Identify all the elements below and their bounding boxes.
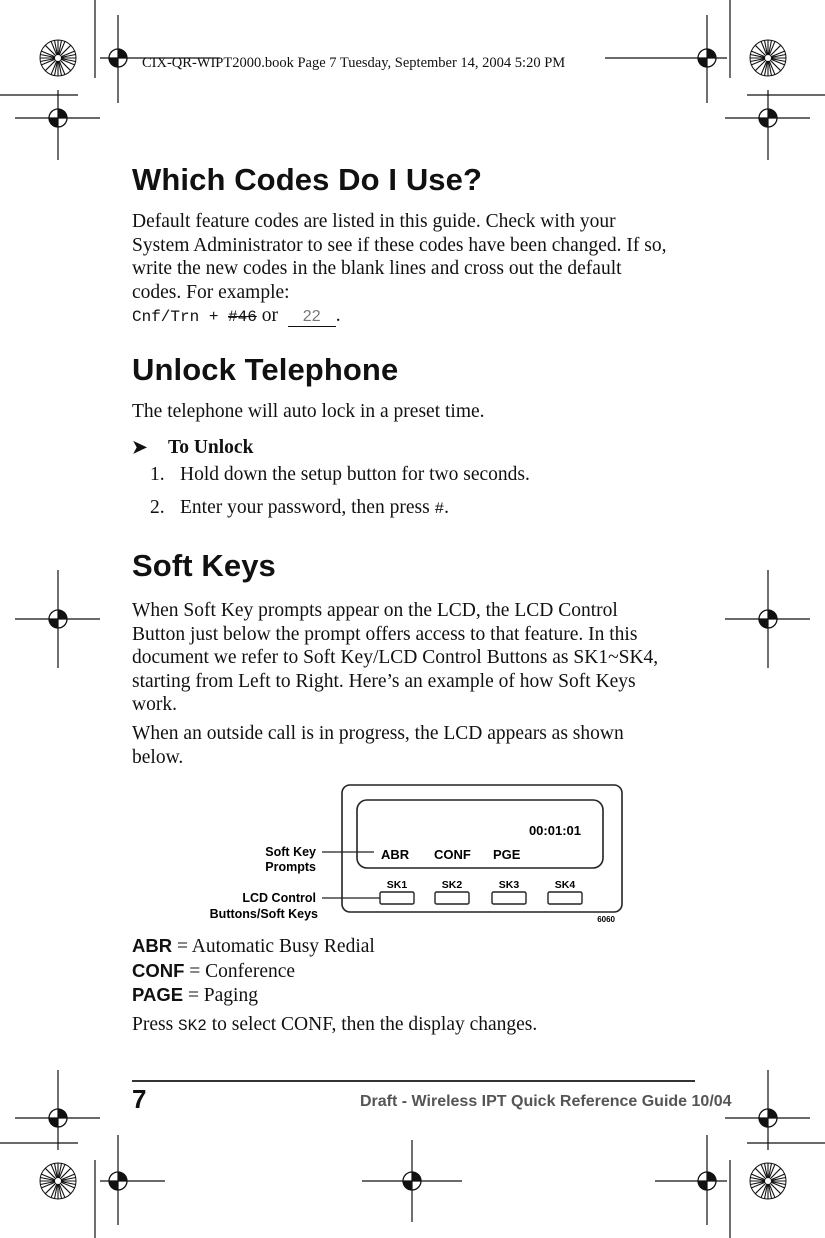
final-before: Press: [132, 1014, 179, 1035]
step-text: Hold down the setup button for two seconds.: [180, 464, 530, 485]
paragraph-codes-text: Default feature codes are listed in this guide. Check with your System Administrator to see if these codes have been changed. If so, write the new codes in the blank lines and cross out the default codes. For example:: [132, 211, 667, 303]
paragraph-soft-keys: When Soft Key prompts appear on the LCD, the LCD Control Button just below the prompt offers access to that feature. In this document we refer to Soft Key/LCD Control Buttons as SK1~SK4, starting from Left to Right. Here’s an example of how Soft Keys work.: [132, 600, 659, 715]
prompt-pge: PGE: [493, 847, 521, 862]
definition-meaning: = Conference: [184, 960, 296, 982]
procedure-title-text: To Unlock: [168, 437, 254, 458]
paragraph-unlock: The telephone will auto lock in a preset time.: [132, 401, 485, 422]
final-after: to select CONF, then the display changes.: [206, 1014, 538, 1035]
step-number: 1.: [150, 464, 165, 485]
definition-meaning: = Paging: [183, 985, 258, 1006]
final-key: SK2: [178, 1017, 207, 1035]
step-end: .: [444, 497, 450, 518]
heading-soft-keys: Soft Keys: [132, 548, 276, 583]
sk3-label: SK3: [498, 879, 520, 891]
example-new-code-blank: 22: [288, 307, 336, 327]
label-soft-key: Soft Key: [265, 845, 316, 859]
page-number: 7: [132, 1084, 147, 1114]
heading-unlock: Unlock Telephone: [132, 352, 399, 387]
example-code-label: Cnf/Trn +: [132, 308, 229, 326]
definition-meaning: = Automatic Busy Redial: [172, 936, 375, 957]
step-text: Enter your password, then press: [180, 497, 435, 518]
footer-title: Draft - Wireless IPT Quick Reference Guide 10/04: [360, 1093, 732, 1110]
step-number: 2.: [150, 497, 165, 518]
label-lcd-control: LCD Control: [242, 891, 316, 905]
example-or: or: [261, 305, 278, 326]
label-buttons-soft-keys: Buttons/Soft Keys: [209, 907, 318, 921]
example-end: .: [335, 305, 341, 326]
sk2-label: SK2: [441, 879, 463, 891]
prompt-conf: CONF: [434, 847, 471, 862]
sk3-button: [492, 892, 526, 904]
example-default-code: #46: [228, 308, 257, 326]
definition-conf: [132, 959, 375, 984]
sk1-button: [380, 892, 414, 904]
lcd-timer: 00:01:01: [528, 823, 581, 838]
definition-term: PAGE: [132, 984, 184, 1005]
heading-which-codes: Which Codes Do I Use?: [132, 162, 483, 197]
sk4-button: [548, 892, 582, 904]
sk4-label: SK4: [554, 879, 576, 891]
paragraph-lcd: When an outside call is in progress, the LCD appears as shown below.: [132, 723, 624, 768]
prompt-abr: ABR: [381, 847, 410, 862]
footer-rule: [132, 1080, 695, 1082]
definition-term: ABR: [132, 935, 173, 956]
final-instruction: [132, 1013, 672, 1039]
print-header-note: CIX-QR-WIPT2000.book Page 7 Tuesday, September 14, 2004 5:20 PM: [142, 55, 566, 71]
label-prompts: Prompts: [265, 860, 316, 874]
definition-page: [132, 983, 375, 1008]
step-key: #: [434, 500, 445, 518]
procedure-arrow-icon: ➤: [132, 437, 148, 457]
sk1-label: SK1: [386, 879, 408, 891]
definition-term: CONF: [132, 959, 185, 981]
sk2-button: [435, 892, 469, 904]
figure-id: 6060: [597, 915, 615, 924]
definitions-list: [132, 934, 375, 1008]
definition-abr: [132, 934, 375, 959]
